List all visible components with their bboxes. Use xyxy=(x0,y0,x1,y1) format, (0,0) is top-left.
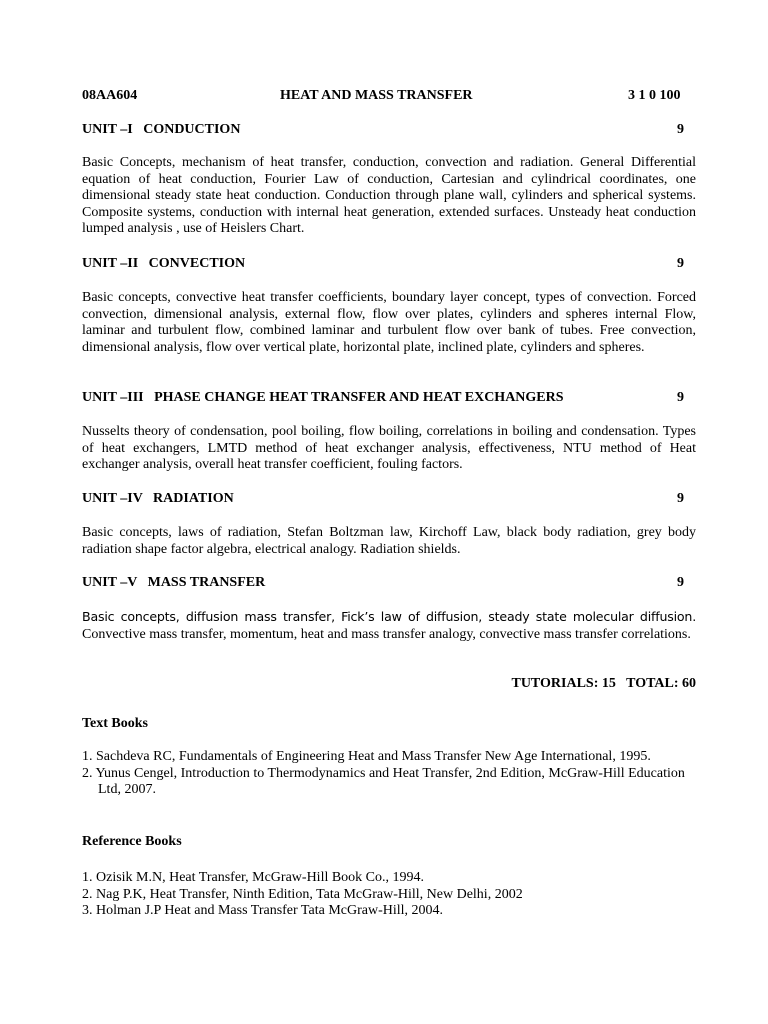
unit-1-title: UNIT –I CONDUCTION xyxy=(82,122,241,137)
unit-4-heading xyxy=(82,491,696,509)
reference-book-item: 1. Ozisik M.N, Heat Transfer, McGraw-Hill Book Co., 1994. xyxy=(82,870,425,885)
unit-1-hours: 9 xyxy=(677,122,684,137)
reference-books-heading: Reference Books xyxy=(82,834,182,849)
unit-3-content: Nusselts theory of condensation, pool boiling, flow boiling, correlations in boiling and condensation. Types of heat exchangers, LMTD method of heat exchanger analysis, effectiveness, NTU method of Heat exchanger analysis, overall heat transfer coefficient, fouling factors. xyxy=(82,424,696,473)
unit-2-heading xyxy=(82,256,696,274)
unit-3-heading xyxy=(82,390,696,408)
unit-5-content-first: Basic concepts, diffusion mass transfer, Fick’s law of diffusion, steady state molecular diffusion. xyxy=(82,609,696,624)
course-credits: 3 1 0 100 xyxy=(628,88,681,103)
unit-1-heading xyxy=(82,122,696,140)
course-header xyxy=(82,88,696,106)
unit-5-content xyxy=(82,609,696,643)
course-title: HEAT AND MASS TRANSFER xyxy=(280,88,473,103)
unit-2-hours: 9 xyxy=(677,256,684,271)
text-book-item: 2. Yunus Cengel, Introduction to Thermodynamics and Heat Transfer, 2nd Edition, McGraw-Hill Education Ltd, 2007. xyxy=(82,765,685,798)
reference-book-item: 3. Holman J.P Heat and Mass Transfer Tata McGraw-Hill, 2004. xyxy=(82,903,444,919)
unit-1-content: Basic Concepts, mechanism of heat transfer, conduction, convection and radiation. General Differential equation of heat conduction, Fourier Law of conduction, Cartesian and cylindrical coordinates, one dimensional steady state heat conduction. Conduction through plane wall, cylinders and spherical systems. Composite systems, conduction with internal heat generation, extended surfaces. Unsteady heat conduction lumped analysis , use of Heislers Chart. xyxy=(82,155,696,237)
unit-5-content-rest: Convective mass transfer, momentum, heat and mass transfer analogy, convective mass transfer correlations. xyxy=(82,626,691,642)
unit-5-heading xyxy=(82,575,696,593)
reference-book-item: 2. Nag P.K, Heat Transfer, Ninth Edition, Tata McGraw-Hill, New Delhi, 2002 xyxy=(82,886,523,902)
unit-2-content: Basic concepts, convective heat transfer coefficients, boundary layer concept, types of convection. Forced convection, dimensional analysis, external flow, flow over plates, cylinders and spheres internal Flow, laminar and turbulent flow, combined laminar and turbulent flow over bank of tubes. Free convection, dimensional analysis, flow over vertical plate, horizontal plate, inclined plate, cylinders and spheres. xyxy=(82,290,696,355)
unit-5-title: UNIT –V MASS TRANSFER xyxy=(82,575,266,590)
reference-books-list xyxy=(82,870,696,920)
unit-4-title: UNIT –IV RADIATION xyxy=(82,491,234,506)
unit-3-title: UNIT –III PHASE CHANGE HEAT TRANSFER AND HEAT EXCHANGERS xyxy=(82,390,564,405)
text-books-list xyxy=(82,749,696,799)
unit-3-hours: 9 xyxy=(677,390,684,405)
text-book-item: 1. Sachdeva RC, Fundamentals of Engineering Heat and Mass Transfer New Age International, 1995. xyxy=(82,749,651,764)
unit-5-hours: 9 xyxy=(677,575,684,590)
unit-4-content: Basic concepts, laws of radiation, Stefan Boltzman law, Kirchoff Law, black body radiation, grey body radiation shape factor algebra, electrical analogy. Radiation shields. xyxy=(82,525,696,557)
unit-4-hours: 9 xyxy=(677,491,684,506)
text-books-heading: Text Books xyxy=(82,716,149,731)
totals-line: TUTORIALS: 15 TOTAL: 60 xyxy=(511,676,696,691)
course-code: 08AA604 xyxy=(82,88,138,103)
unit-2-title: UNIT –II CONVECTION xyxy=(82,256,246,271)
